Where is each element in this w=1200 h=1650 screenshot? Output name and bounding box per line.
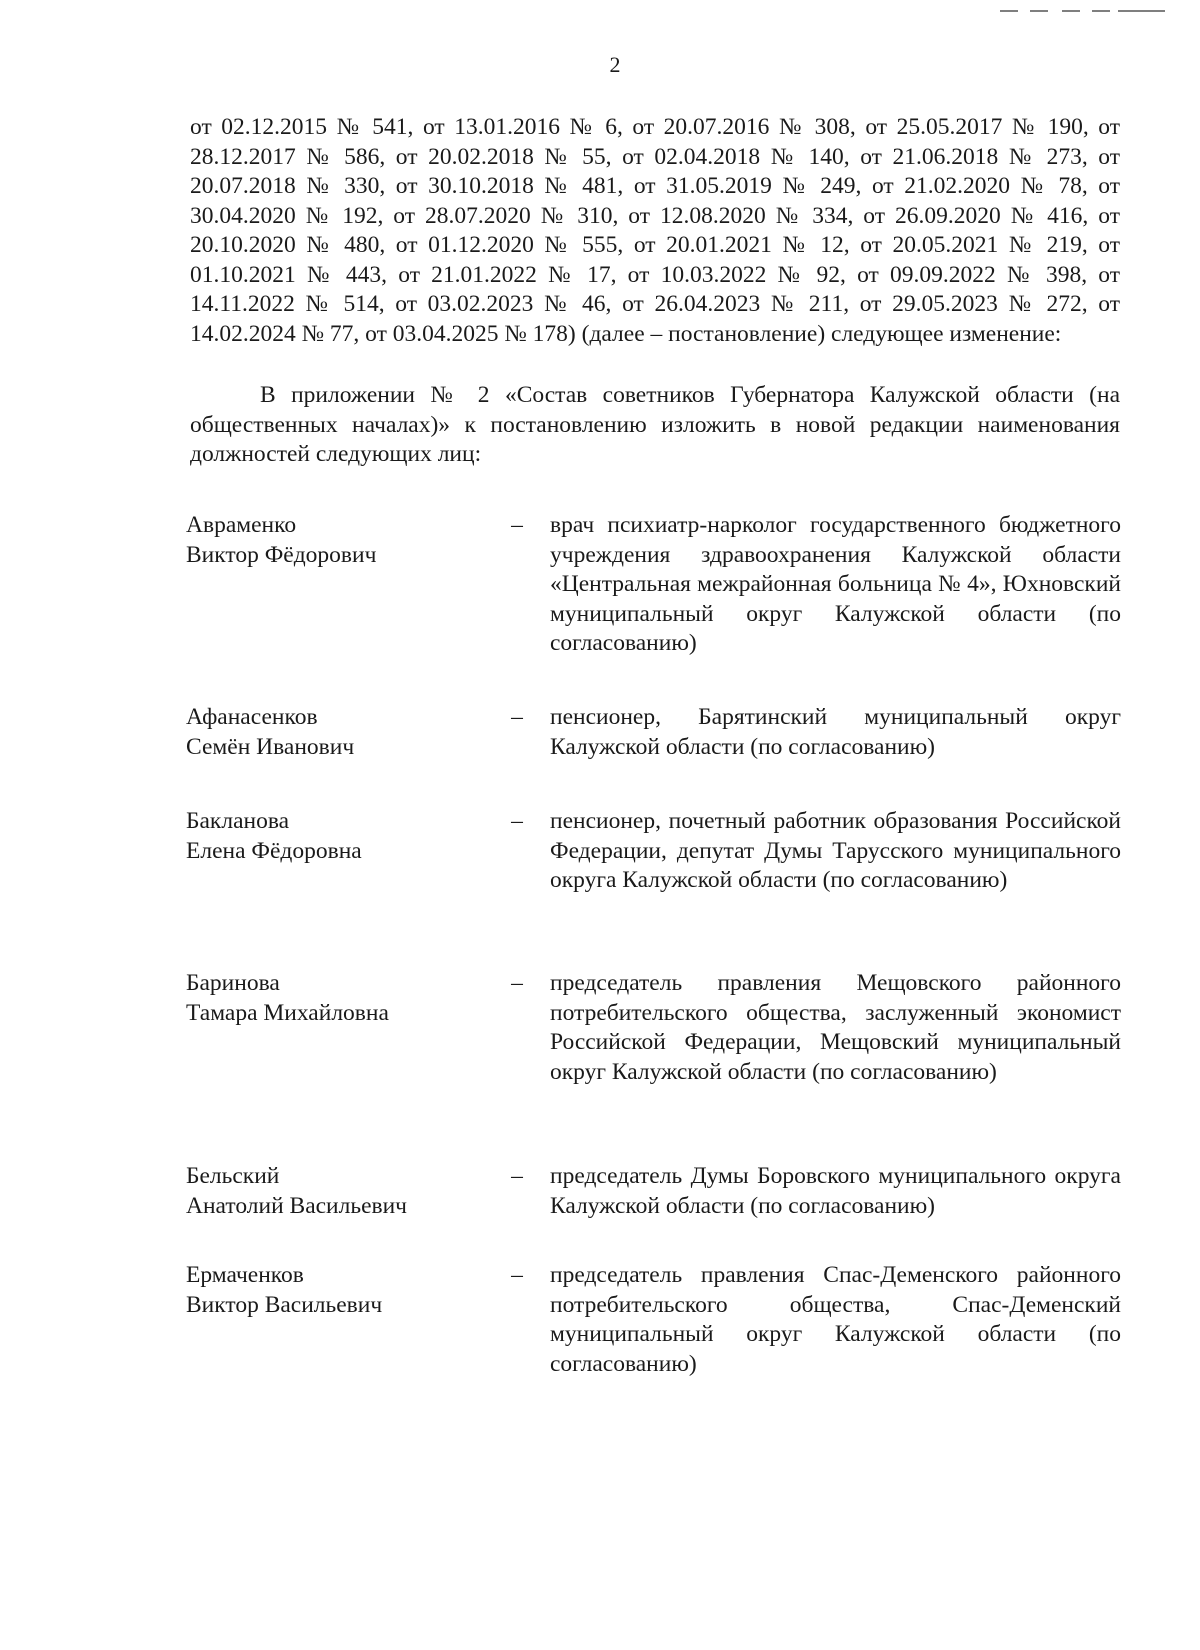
person-surname: Бакланова — [186, 808, 290, 834]
person-name — [186, 511, 486, 570]
person-surname: Ермаченков — [186, 1262, 304, 1288]
person-name — [186, 1261, 486, 1320]
person-position: пенсионер, почетный работник образования Российской Федерации, депутат Думы Тарусского муниципального округа Калужской области (по согласованию) — [550, 808, 1121, 893]
person-given-names: Елена Фёдоровна — [186, 837, 362, 864]
separator-dash: – — [511, 704, 523, 730]
person-name — [186, 703, 486, 762]
separator-dash: – — [511, 1163, 523, 1189]
separator-dash: – — [511, 808, 523, 834]
person-name — [186, 807, 486, 866]
header-decoration-line — [1000, 8, 1170, 14]
person-given-names: Анатолий Васильевич — [186, 1192, 408, 1219]
person-position: врач психиатр-нарколог государственного бюджетного учреждения здравоохранения Калужской области «Центральная межрайонная больница № 4», Юхновский муниципальный округ Калужской области (по согласованию) — [550, 512, 1121, 656]
separator-dash: – — [511, 970, 523, 996]
page-number: 2 — [609, 52, 621, 77]
person-position: пенсионер, Барятинский муниципальный округ Калужской области (по согласованию) — [550, 704, 1121, 760]
separator-dash: – — [511, 512, 523, 538]
person-given-names: Виктор Фёдорович — [186, 541, 377, 568]
person-given-names: Тамара Михайловна — [186, 999, 389, 1026]
person-surname: Баринова — [186, 970, 280, 996]
person-given-names: Семён Иванович — [186, 733, 355, 760]
separator-dash: – — [511, 1262, 523, 1288]
intro-paragraph: от 02.12.2015 № 541, от 13.01.2016 № 6, от 20.07.2016 № 308, от 25.05.2017 № 190, от 28.12.2017 № 586, от 20.02.2018 № 55, от 02.04.2018 № 140, от 21.06.2018 № 273, от 20.07.2018 № 330, от 30.10.2018 № 481, от 31.05.2019 № 249, от 21.02.2020 № 78, от 30.04.2020 № 192, от 28.07.2020 № 310, от 12.08.2020 № 334, от 26.09.2020 № 416, от 20.10.2020 № 480, от 01.12.2020 № 555, от 20.01.2021 № 12, от 20.05.2021 № 219, от 01.10.2021 № 443, от 21.01.2022 № 17, от 10.03.2022 № 92, от 09.09.2022 № 398, от 14.11.2022 № 514, от 03.02.2023 № 46, от 26.04.2023 № 211, от 29.05.2023 № 272, от 14.02.2024 № 77, от 03.04.2025 № 178) (далее – постановление) следующее изменение: — [190, 114, 1120, 347]
person-name — [186, 1162, 486, 1221]
person-position: председатель правления Мещовского районного потребительского общества, заслуженный экономист Российской Федерации, Мещовский муниципальный округ Калужской области (по согласованию) — [550, 970, 1121, 1085]
person-given-names: Виктор Васильевич — [186, 1291, 383, 1318]
amendment-paragraph: В приложении № 2 «Состав советников Губернатора Калужской области (на общественных началах)» к постановлению изложить в новой редакции наименования должностей следующих лиц: — [190, 382, 1120, 467]
person-position: председатель правления Спас-Деменского районного потребительского общества, Спас-Деменский муниципальный округ Калужской области (по согласованию) — [550, 1262, 1121, 1377]
person-name — [186, 969, 486, 1028]
person-surname: Авраменко — [186, 512, 297, 538]
person-surname: Бельский — [186, 1163, 280, 1189]
person-surname: Афанасенков — [186, 704, 318, 730]
person-position: председатель Думы Боровского муниципального округа Калужской области (по согласованию) — [550, 1163, 1121, 1219]
